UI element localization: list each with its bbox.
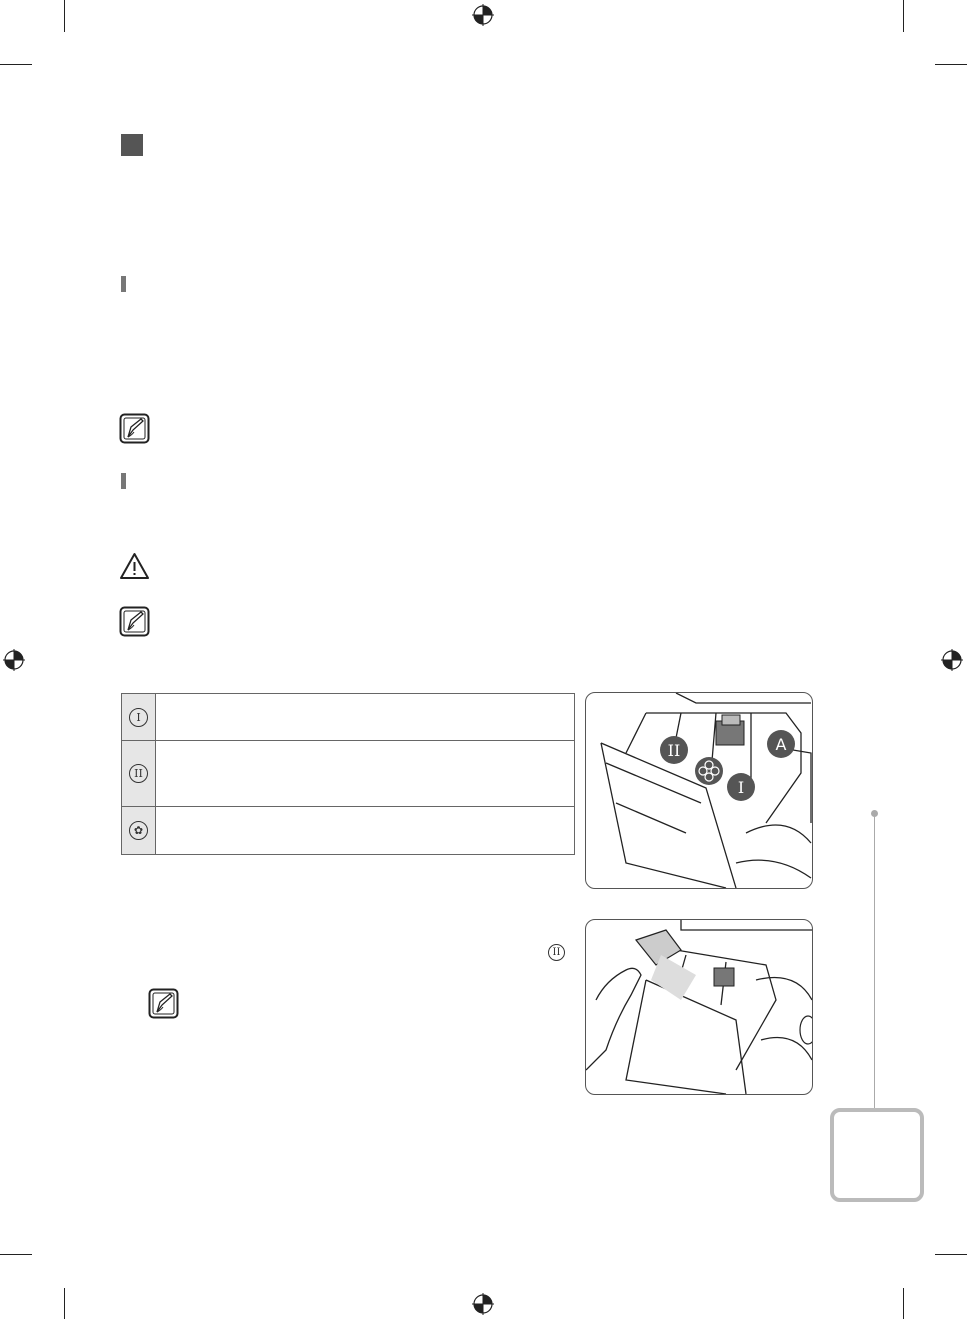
crop-mark-bottom-left-h [0, 1254, 32, 1255]
note-pencil-icon [119, 606, 150, 637]
crop-mark-bottom-right-h [935, 1254, 967, 1255]
detergent-drawer-illustration [585, 692, 813, 889]
table-row [122, 807, 575, 855]
table-row [122, 694, 575, 741]
compartment-table [121, 693, 575, 855]
pouring-drawing [586, 920, 812, 1094]
section-marker-square [121, 134, 143, 156]
crop-mark-top-left-h [0, 64, 32, 65]
drawer-drawing [586, 693, 812, 888]
crop-mark-top-right-v [903, 0, 904, 32]
table-row [122, 741, 575, 807]
registration-mark-icon [941, 649, 963, 671]
registration-mark-icon [472, 4, 494, 26]
subsection-marker-bar [121, 473, 126, 489]
crop-mark-bottom-right-v [903, 1288, 904, 1319]
chapter-tab [830, 1108, 924, 1202]
table-cell-description [156, 694, 575, 741]
compartment-two-icon: II [548, 944, 565, 961]
crop-mark-top-right-h [935, 64, 967, 65]
label-a: A [775, 735, 787, 754]
note-pencil-icon [148, 988, 179, 1019]
crop-mark-bottom-left-v [64, 1288, 65, 1319]
registration-mark-icon [472, 1293, 494, 1315]
compartment-one-icon: I [122, 694, 156, 741]
softener-flower-icon: ✿ [122, 807, 156, 855]
table-cell-description [156, 807, 575, 855]
warning-triangle-icon [119, 552, 150, 580]
label-compartment-one: I [737, 778, 745, 797]
side-tab-line [874, 814, 875, 1108]
compartment-two-icon: II [122, 741, 156, 807]
note-pencil-icon [119, 413, 150, 444]
pouring-detergent-illustration [585, 919, 813, 1095]
subsection-marker-bar [121, 276, 126, 292]
label-compartment-two: II [667, 741, 681, 760]
registration-mark-icon [3, 649, 25, 671]
table-cell-description [156, 741, 575, 807]
crop-mark-top-left-v [64, 0, 65, 32]
